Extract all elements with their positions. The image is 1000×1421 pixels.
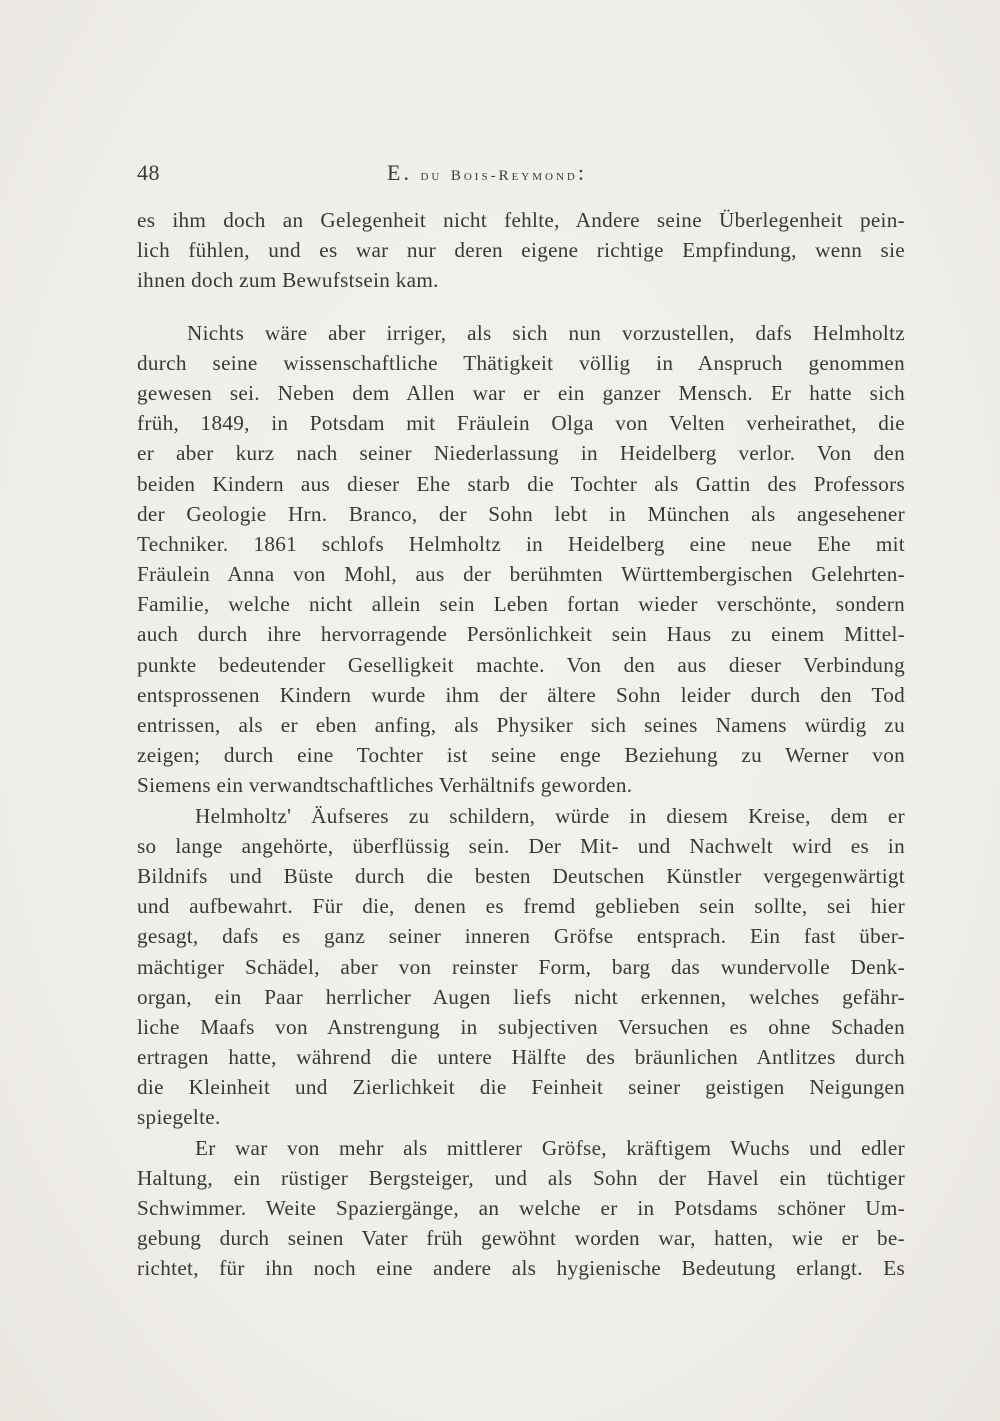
text-line: organ, ein Paar herrlicher Augen liefs nicht erkennen, welches gefähr- xyxy=(137,984,905,1009)
text-line: so lange angehörte, überflüssig sein. Der Mit- und Nachwelt wird es in xyxy=(137,833,905,858)
text-line: richtet, für ihn noch eine andere als hygienische Bedeutung erlangt. Es xyxy=(137,1256,905,1281)
text-line: er aber kurz nach seiner Niederlassung in Heidelberg verlor. Von den xyxy=(137,441,905,466)
text-line: die Kleinheit und Zierlichkeit die Feinheit seiner geistigen Neigungen xyxy=(137,1075,905,1100)
text-line: punkte bedeutender Geselligkeit machte. Von den aus dieser Verbindung xyxy=(137,652,905,677)
text-line: früh, 1849, in Potsdam mit Fräulein Olga von Velten verheirathet, die xyxy=(137,411,905,436)
author-initial: E. xyxy=(387,160,412,185)
page-header xyxy=(137,160,905,192)
text-line: gesagt, dafs es ganz seiner inneren Gröfse entsprach. Ein fast über- xyxy=(137,924,905,949)
text-line: ertragen hatte, während die untere Hälfte des bräunlichen Antlitzes durch xyxy=(137,1045,905,1070)
author-colon: : xyxy=(577,160,587,185)
text-line: liche Maafs von Anstrengung in subjectiven Versuchen es ohne Schaden xyxy=(137,1014,905,1039)
text-line: Familie, welche nicht allein sein Leben fortan wieder verschönte, sondern xyxy=(137,592,905,617)
paragraph-4 xyxy=(137,1133,905,1284)
text-line: Fräulein Anna von Mohl, aus der berühmten Württembergischen Gelehrten- xyxy=(137,562,905,587)
paragraph-gap xyxy=(137,296,905,318)
text-line: Helmholtz' Äufseres zu schildern, würde in diesem Kreise, dem er xyxy=(195,803,905,828)
text-line: Bildnifs und Büste durch die besten Deutschen Künstler vergegenwärtigt xyxy=(137,863,905,888)
text-line: gebung durch seinen Vater früh gewöhnt worden war, hatten, wie er be- xyxy=(137,1226,905,1251)
running-head xyxy=(387,160,587,186)
text-line: mächtiger Schädel, aber von reinster Form, barg das wundervolle Denk- xyxy=(137,954,905,979)
author-surname: Bois-Reymond xyxy=(450,168,578,184)
author-particle: du xyxy=(420,168,443,184)
body-text xyxy=(137,205,905,1284)
text-line: Schwimmer. Weite Spaziergänge, an welche er in Potsdams schöner Um- xyxy=(137,1196,905,1220)
text-line: Nichts wäre aber irriger, als sich nun vorzustellen, dafs Helmholtz xyxy=(187,320,905,345)
text-line: ihnen doch zum Bewufstsein kam. xyxy=(137,268,439,293)
text-line: durch seine wissenschaftliche Thätigkeit völlig in Anspruch genommen xyxy=(137,350,905,375)
text-line: entrissen, als er eben anfing, als Physiker sich seines Namens würdig zu xyxy=(137,713,905,737)
text-line: entsprossenen Kindern wurde ihm der ältere Sohn leider durch den Tod xyxy=(137,682,905,707)
text-line: und aufbewahrt. Für die, denen es fremd geblieben sein sollte, sei hier xyxy=(137,894,905,919)
text-line: auch durch ihre hervorragende Persönlichkeit sein Haus zu einem Mittel- xyxy=(137,622,905,647)
text-line: Er war von mehr als mittlerer Gröfse, kräftigem Wuchs und edler xyxy=(195,1135,905,1160)
text-line: der Geologie Hrn. Branco, der Sohn lebt in München als angesehener xyxy=(137,501,905,526)
text-line: Siemens ein verwandtschaftliches Verhältnifs geworden. xyxy=(137,773,633,798)
text-line: Haltung, ein rüstiger Bergsteiger, und als Sohn der Havel ein tüchtiger xyxy=(137,1165,905,1190)
text-line: gewesen sei. Neben dem Allen war er ein ganzer Mensch. Er hatte sich xyxy=(137,380,905,405)
paragraph-2 xyxy=(137,318,905,801)
paragraph-3 xyxy=(137,801,905,1133)
page-number: 48 xyxy=(137,160,160,185)
text-line: es ihm doch an Gelegenheit nicht fehlte, Andere seine Überlegenheit pein- xyxy=(137,208,905,232)
text-line: beiden Kindern aus dieser Ehe starb die Tochter als Gattin des Professors xyxy=(137,471,905,496)
text-line: Techniker. 1861 schlofs Helmholtz in Heidelberg eine neue Ehe mit xyxy=(137,531,905,556)
text-line: lich fühlen, und es war nur deren eigene richtige Empfindung, wenn sie xyxy=(137,238,905,263)
text-line: zeigen; durch eine Tochter ist seine enge Beziehung zu Werner von xyxy=(137,743,905,768)
paragraph-1 xyxy=(137,205,905,296)
text-line: spiegelte. xyxy=(137,1105,221,1130)
